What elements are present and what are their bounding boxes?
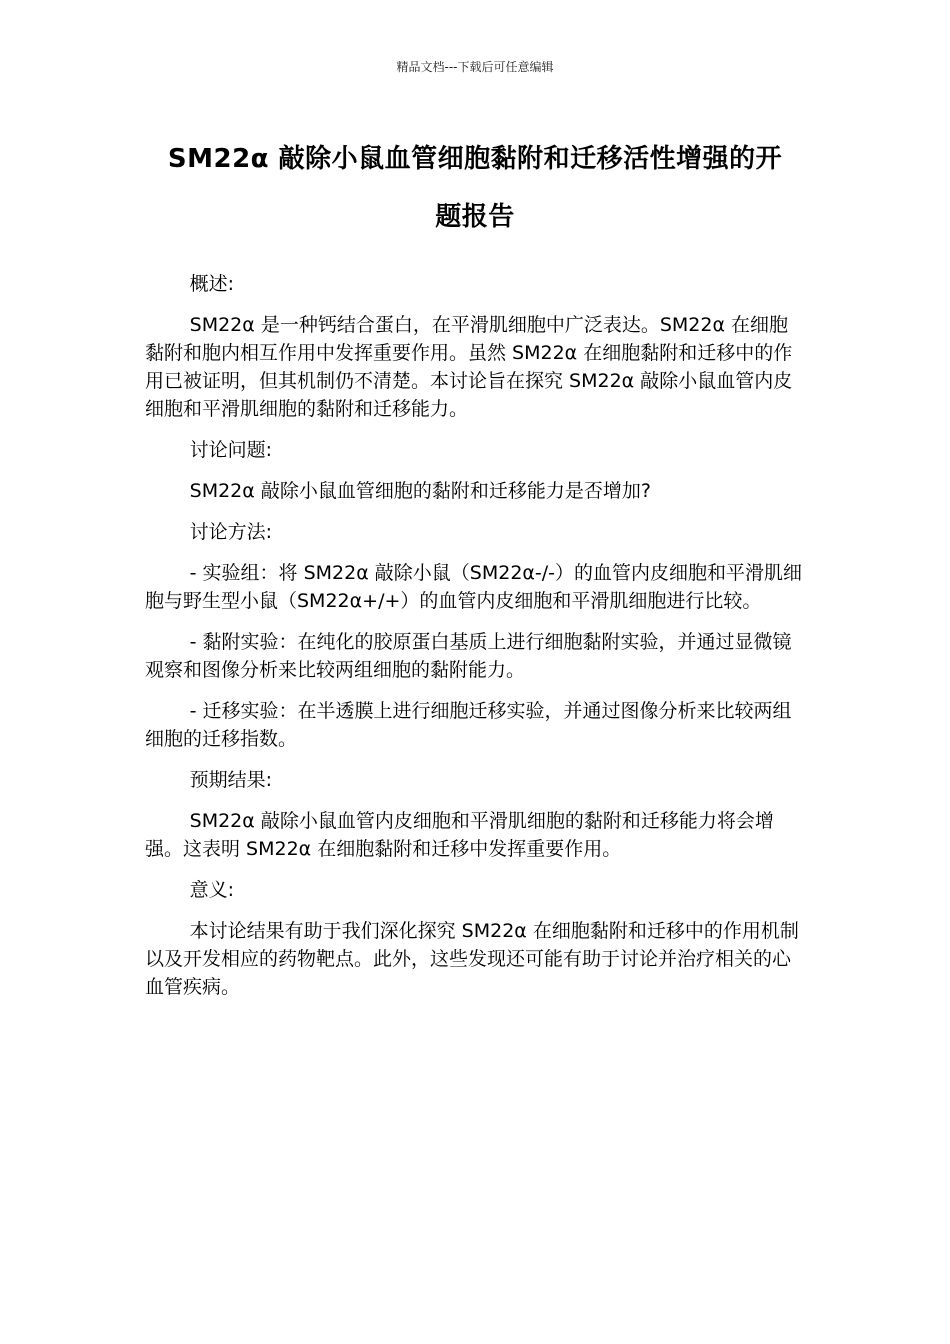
paragraph-method-groups: - 实验组：将 SM22α 敲除小鼠（SM22α-/-）的血管内皮细胞和平滑肌细胞与野生型小鼠（SM22α+/+）的血管内皮细胞和平滑肌细胞进行比较。 <box>145 562 803 612</box>
paragraph-question: SM22α 敲除小鼠血管细胞的黏附和迁移能力是否增加? <box>189 480 651 502</box>
header-note: 精品文档---下载后可任意编辑 <box>396 60 554 74</box>
document-body <box>145 270 807 1014</box>
paragraph-method-adhesion: - 黏附实验：在纯化的胶原蛋白基质上进行细胞黏附实验，并通过显微镜观察和图像分析来比较两组细胞的黏附能力。 <box>145 631 792 681</box>
paragraph-overview: SM22α 是一种钙结合蛋白，在平滑肌细胞中广泛表达。SM22α 在细胞黏附和胞内相互作用中发挥重要作用。虽然 SM22α 在细胞黏附和迁移中的作用已被证明，但其机制仍不清楚。本讨论旨在探究 SM22α 敲除小鼠血管内皮细胞和平滑肌细胞的黏附和迁移能力。 <box>145 314 793 420</box>
section-heading-question: 讨论问题: <box>189 439 273 461</box>
document-title-line-2: 题报告 <box>435 202 515 232</box>
paragraph-expected-results: SM22α 敲除小鼠血管内皮细胞和平滑肌细胞的黏附和迁移能力将会增强。这表明 SM22α 在细胞黏附和迁移中发挥重要作用。 <box>145 810 774 860</box>
section-heading-overview: 概述: <box>189 273 235 295</box>
paragraph-method-migration: - 迁移实验：在半透膜上进行细胞迁移实验，并通过图像分析来比较两组细胞的迁移指数。 <box>145 700 792 750</box>
section-heading-expected-results: 预期结果: <box>189 769 273 791</box>
document-title-line-1: SM22α 敲除小鼠血管细胞黏附和迁移活性增强的开 <box>167 144 783 174</box>
section-heading-methods: 讨论方法: <box>189 521 273 543</box>
paragraph-significance: 本讨论结果有助于我们深化探究 SM22α 在细胞黏附和迁移中的作用机制以及开发相应的药物靶点。此外，这些发现还可能有助于讨论并治疗相关的心血管疾病。 <box>145 920 799 998</box>
section-heading-significance: 意义: <box>189 879 235 901</box>
